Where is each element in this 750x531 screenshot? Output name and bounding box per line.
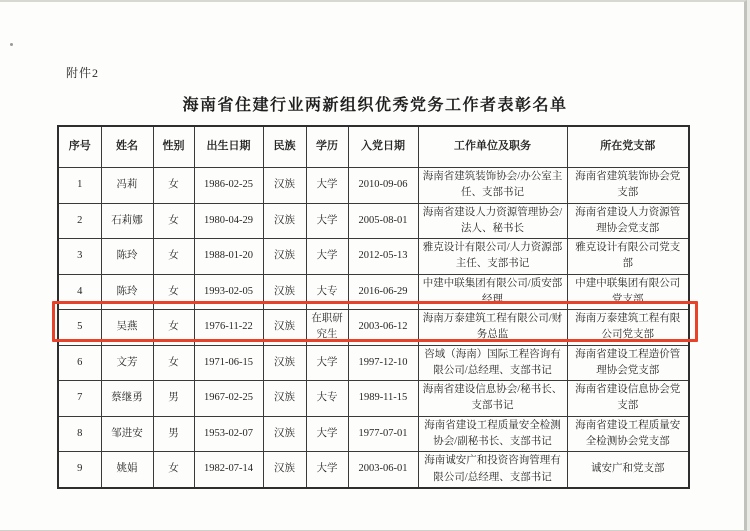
table-cell: 女 [153, 310, 194, 346]
table-row [58, 274, 689, 310]
table-cell: 海南省建筑装饰协会党支部 [567, 168, 689, 204]
table-cell: 1971-06-15 [194, 345, 263, 381]
table-row [58, 203, 689, 239]
table-cell: 大学 [306, 239, 348, 275]
table-cell: 汉族 [263, 274, 306, 310]
table-cell: 4 [58, 274, 101, 310]
column-header: 序号 [58, 126, 101, 168]
table-cell: 大学 [306, 345, 348, 381]
table-cell: 海南诚安广和投资咨询管理有限公司/总经理、支部书记 [418, 452, 567, 488]
table-cell: 汉族 [263, 381, 306, 417]
table-cell: 中建中联集团有限公司党支部 [567, 274, 689, 310]
table-cell: 2 [58, 203, 101, 239]
table-cell: 汉族 [263, 168, 306, 204]
table-cell: 大专 [306, 381, 348, 417]
table-cell: 女 [153, 168, 194, 204]
column-header: 姓名 [101, 126, 153, 168]
table-row [58, 452, 689, 488]
table-cell: 海南省建设信息协会党支部 [567, 381, 689, 417]
table-cell: 海南万泰建筑工程有限公司党支部 [567, 310, 689, 346]
table-cell: 吴燕 [101, 310, 153, 346]
table-cell: 2005-08-01 [348, 203, 418, 239]
table-cell: 1976-11-22 [194, 310, 263, 346]
table-row [58, 345, 689, 381]
table-cell: 男 [153, 381, 194, 417]
table-cell: 1982-07-14 [194, 452, 263, 488]
table-cell: 女 [153, 452, 194, 488]
table-cell: 1977-07-01 [348, 416, 418, 452]
table-cell: 诚安广和党支部 [567, 452, 689, 488]
table-cell: 2010-09-06 [348, 168, 418, 204]
table-body [58, 168, 689, 488]
table-cell: 1997-12-10 [348, 345, 418, 381]
table-cell: 6 [58, 345, 101, 381]
table-row [58, 310, 689, 346]
table-cell: 1 [58, 168, 101, 204]
table-cell: 中建中联集团有限公司/质安部经理 [418, 274, 567, 310]
table-cell: 男 [153, 416, 194, 452]
table-cell: 汉族 [263, 416, 306, 452]
table-cell: 海南省建设工程质量安全检测协会/副秘书长、支部书记 [418, 416, 567, 452]
table-cell: 海南万泰建筑工程有限公司/财务总监 [418, 310, 567, 346]
scan-artifact-speck [10, 43, 13, 46]
table-cell: 女 [153, 345, 194, 381]
table-cell: 女 [153, 203, 194, 239]
column-header: 民族 [263, 126, 306, 168]
table-cell: 海南省建设工程质量安全检测协会党支部 [567, 416, 689, 452]
table-cell: 1993-02-05 [194, 274, 263, 310]
table-cell: 汉族 [263, 345, 306, 381]
table-cell: 冯莉 [101, 168, 153, 204]
table-cell: 陈玲 [101, 274, 153, 310]
table-cell: 5 [58, 310, 101, 346]
table-cell: 大学 [306, 168, 348, 204]
table-header-row [58, 126, 689, 168]
table-cell: 8 [58, 416, 101, 452]
table-cell: 2003-06-12 [348, 310, 418, 346]
column-header: 性别 [153, 126, 194, 168]
table-cell: 汉族 [263, 239, 306, 275]
table-cell: 海南省建设人力资源管理协会/法人、秘书长 [418, 203, 567, 239]
document-title: 海南省住建行业两新组织优秀党务工作者表彰名单 [182, 97, 568, 114]
table-cell: 雅克设计有限公司党支部 [567, 239, 689, 275]
table-cell: 1980-04-29 [194, 203, 263, 239]
table-cell: 海南省建设工程造价管理协会党支部 [567, 345, 689, 381]
table-cell: 女 [153, 274, 194, 310]
table-cell: 汉族 [263, 452, 306, 488]
table-cell: 大专 [306, 274, 348, 310]
table-cell: 1986-02-25 [194, 168, 263, 204]
table-cell: 3 [58, 239, 101, 275]
table-cell: 汉族 [263, 310, 306, 346]
column-header: 工作单位及职务 [418, 126, 567, 168]
table-cell: 大学 [306, 203, 348, 239]
table-cell: 海南省建设人力资源管理协会党支部 [567, 203, 689, 239]
table-cell: 在职研究生 [306, 310, 348, 346]
table-row [58, 416, 689, 452]
table-cell: 7 [58, 381, 101, 417]
table-cell: 蔡继勇 [101, 381, 153, 417]
table-cell: 陈玲 [101, 239, 153, 275]
commendation-roster-table [57, 125, 690, 489]
table-cell: 邹进安 [101, 416, 153, 452]
table-cell: 女 [153, 239, 194, 275]
table-row [58, 239, 689, 275]
table-cell: 石莉娜 [101, 203, 153, 239]
table-cell: 咨域（海南）国际工程咨询有限公司/总经理、支部书记 [418, 345, 567, 381]
table-cell: 海南省建设信息协会/秘书长、支部书记 [418, 381, 567, 417]
column-header: 所在党支部 [567, 126, 689, 168]
table-cell: 2003-06-01 [348, 452, 418, 488]
table-cell: 大学 [306, 452, 348, 488]
table-cell: 1967-02-25 [194, 381, 263, 417]
attachment-label: 附件2 [66, 66, 100, 80]
table-cell: 1989-11-15 [348, 381, 418, 417]
table-cell: 汉族 [263, 203, 306, 239]
column-header: 出生日期 [194, 126, 263, 168]
column-header: 学历 [306, 126, 348, 168]
table-row [58, 168, 689, 204]
table-cell: 大学 [306, 416, 348, 452]
table-row [58, 381, 689, 417]
table-cell: 2016-06-29 [348, 274, 418, 310]
table-cell: 1988-01-20 [194, 239, 263, 275]
table-cell: 9 [58, 452, 101, 488]
table-cell: 文芳 [101, 345, 153, 381]
table-cell: 海南省建筑装饰协会/办公室主任、支部书记 [418, 168, 567, 204]
column-header: 入党日期 [348, 126, 418, 168]
table-cell: 雅克设计有限公司/人力资源部主任、支部书记 [418, 239, 567, 275]
table-cell: 2012-05-13 [348, 239, 418, 275]
table-cell: 1953-02-07 [194, 416, 263, 452]
table-cell: 姚娟 [101, 452, 153, 488]
